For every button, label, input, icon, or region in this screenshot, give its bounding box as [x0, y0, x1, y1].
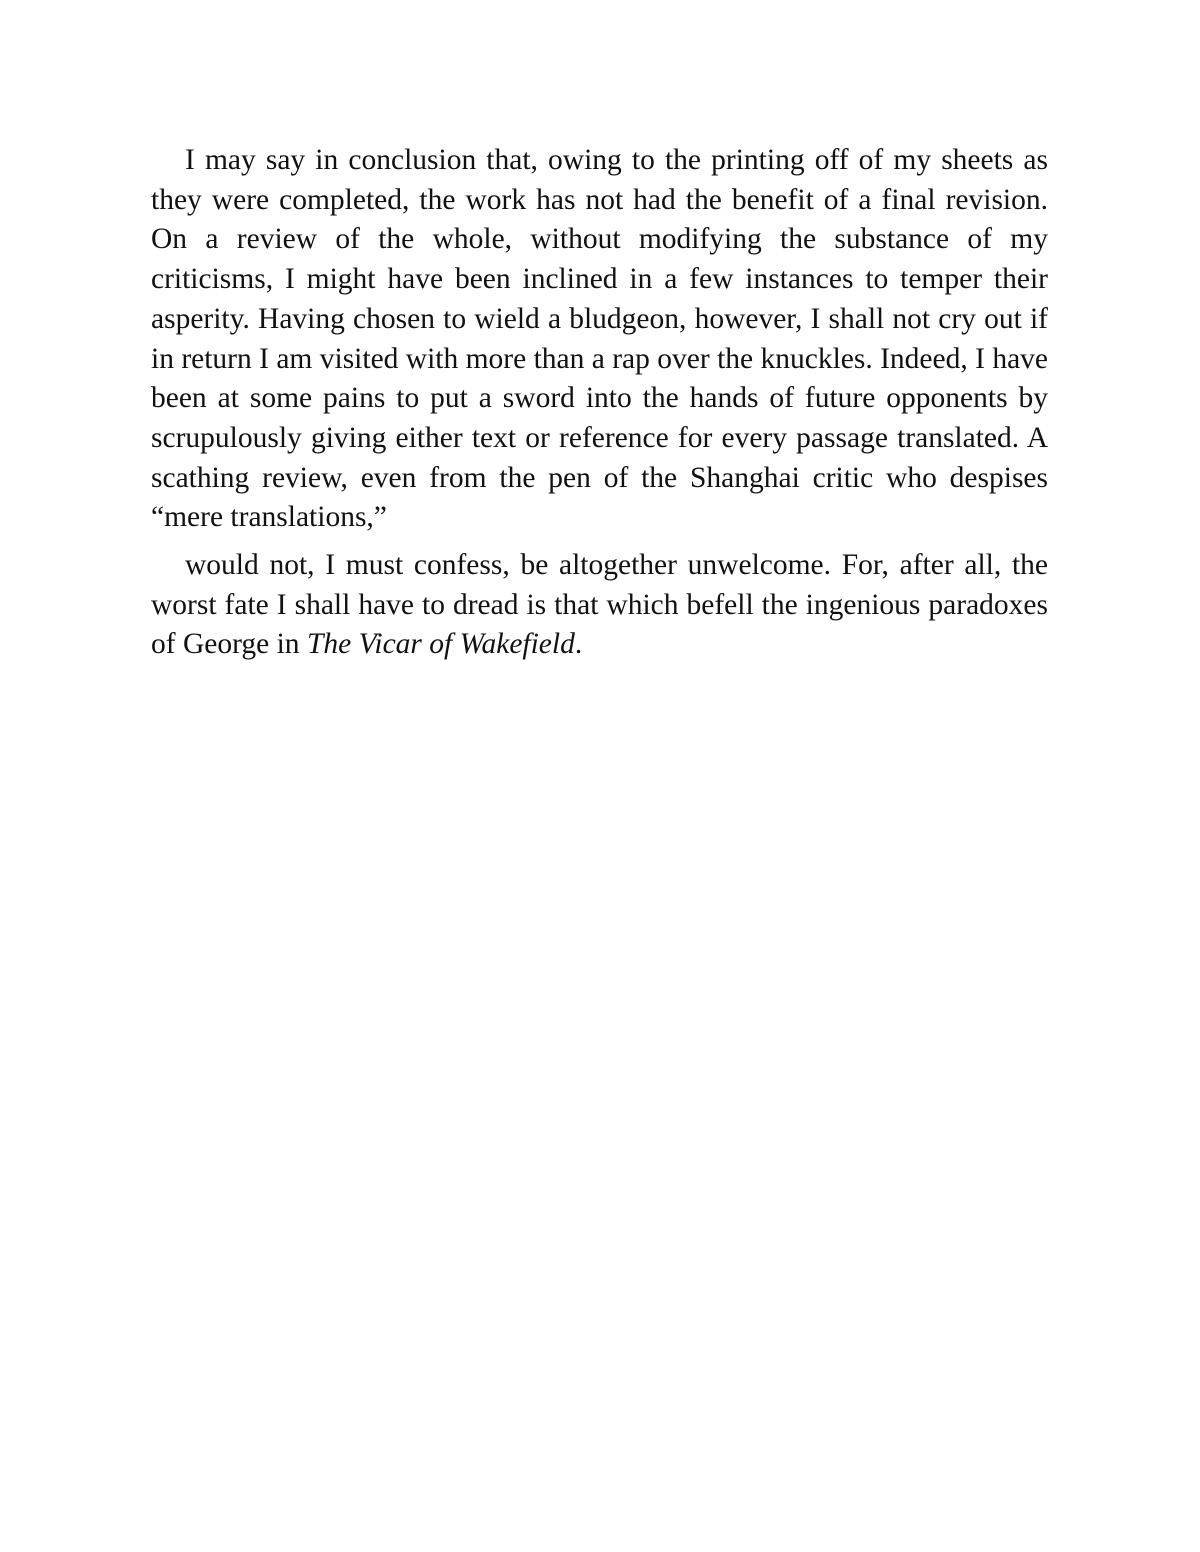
body-text — [151, 141, 1048, 665]
book-title: The Vicar of Wakefield — [306, 628, 575, 661]
paragraph-2-text: would not, I must confess, be altogether unwelcome. For, after all, the worst fate I shall have to dread is that which befell the ingenious paradoxes of George in — [151, 549, 1048, 661]
paragraph-2-end: . — [574, 628, 583, 661]
paragraph-1: I may say in conclusion that, owing to the printing off of my sheets as they were completed, the work has not had the benefit of a final revision. On a review of the whole, without modifying the substance of my criticisms, I might have been inclined in a few instances to temper their asperity. Having chosen to wield a bludgeon, however, I shall not cry out if in return I am visited with more than a rap over the knuckles. Indeed, I have been at some pains to put a sword into the hands of future opponents by scrupulously giving either text or reference for every passage translated. A scathing review, even from the pen of the Shanghai critic who despises “mere translations,” — [151, 144, 1048, 534]
paragraph-2 — [151, 546, 1048, 665]
